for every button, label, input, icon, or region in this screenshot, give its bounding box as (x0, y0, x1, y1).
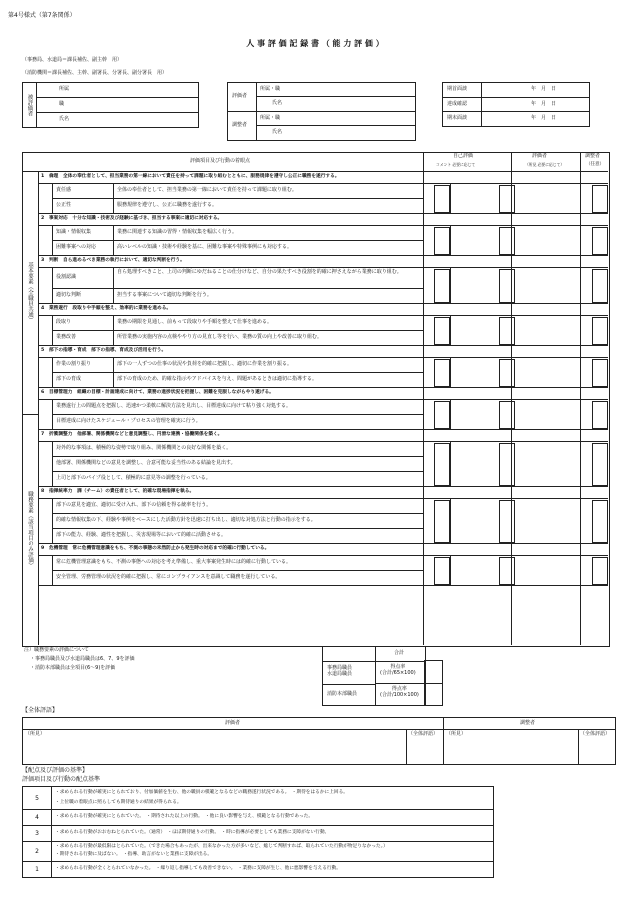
section-heading: 7 折衝調整力 他部署、関係機関などと意見調整し、円滑な連携・協働関係を築く。 (38, 429, 423, 442)
scope-line-1: （事務局、水道局＝課長補佐、副主幹 用） (22, 57, 123, 63)
group-basic (22, 171, 39, 415)
criterion-text: 部下の育成のため、的確な指示やアドバイスを与え、問題があるときは適切に指導する。 (117, 375, 317, 382)
section-heading: 9 危機管理 常に危機管理意識をもち、不測の事態の未然防止から発生時の対応まで的確に行動している。 (38, 543, 423, 556)
criterion-label: 役割認識 (56, 273, 77, 280)
note-line: ・事務局職員及び水道局職員は6、7、9を評価 (30, 656, 135, 662)
adjuster-score-box[interactable] (592, 269, 608, 303)
adjuster-score-box[interactable] (592, 557, 608, 585)
adjuster-position-field[interactable]: 所属・職 (257, 112, 415, 126)
criteria-text: ・求められる行動が確実にとられていた。 ・期待された以上の行動。 ・他に良い影響を与え、模範となる行動であった。 (55, 814, 314, 819)
criterion-row (52, 288, 424, 304)
evaluator-score-box[interactable] (499, 185, 515, 213)
criterion-text: 常に危機管理意識をもち、不測の事態への対応を考え準備し、重大事案発生時には的確に行動している。 (56, 558, 292, 565)
criterion-row (52, 225, 424, 241)
section-heading: 6 目標管理力 組織の目標・計画達成に向けて、業務の進捗状況を把握し、困難を克服しながらやり遂げる。 (38, 387, 423, 400)
criterion-text: 業務遂行上の問題点を把握し、迅速かつ柔軟に解決方法を見出し、目標達成に向けて粘り強く対処する。 (56, 402, 292, 409)
evaluator-label: 評価者 (232, 93, 248, 99)
criteria-text: ・求められる行動が確実にとられており、付加価値を生む、他の職員の模範となるなどの職務遂行状況である。 ・期待をはるかに上回る。 (55, 790, 348, 795)
date-row[interactable]: 達成確認 年 月 日 (443, 98, 589, 112)
criteria-text: ・上位職の着眼点に照らしても期待通りの結果が得られる。 (55, 800, 182, 805)
criteria-score: 3 (23, 825, 52, 841)
column-divider (450, 498, 451, 543)
criterion-row (52, 528, 424, 544)
form-number: 第4号様式（第7条関係） (8, 12, 76, 19)
criterion-row (52, 198, 424, 214)
criterion-row (52, 471, 424, 487)
evaluator-score-box[interactable] (499, 557, 515, 585)
fire-total-field[interactable] (424, 683, 443, 706)
adjuster-score-box[interactable] (592, 317, 608, 345)
table-header (22, 152, 608, 172)
criteria-text: ・求められる行動が最低限はとられていた。（できた場合もあったが、出来なかった方が多いなど、総じて判断すれば、取られていた行動が物足りなかった。） (55, 844, 388, 849)
note-line: 注）職務要素の評価について (24, 647, 89, 653)
criterion-text: 的確な情報収集の下、経験や事例をベースにした活動方針を迅速に打ち出し、適切な対処方法と行動の指示をする。 (56, 516, 316, 523)
evaluator-score-box[interactable] (499, 269, 515, 303)
criterion-text: 部下の意見を適宜、適切に受け入れ、部下の信頼を得る統率を行う。 (56, 501, 212, 508)
criterion-row (52, 498, 424, 514)
column-divider (450, 225, 451, 255)
criterion-text: 安全管理、労務管理の状況を的確に把握し、常にコンプライアンスを意識して職務を遂行している。 (56, 573, 281, 580)
criteria-row (23, 787, 493, 810)
date-row[interactable]: 期末面談 年 月 日 (447, 115, 557, 121)
group-duty-label: 職務要素（該当項目のみ評価） (27, 491, 33, 568)
column-divider (450, 267, 451, 303)
header-self-sub: コメント 必要に応じて (436, 162, 476, 167)
section-heading: 4 業務遂行 段取りや手順を整え、効率的に業務を進める。 (38, 303, 423, 316)
column-divider (450, 555, 451, 585)
criterion-text: 所管業務の実施内容の点検ややり方の見直し等を行い、業務の質の向上や改善に取り組む。 (117, 333, 323, 340)
page-title: 人 事 評 価 記 録 書 （ 能 力 評 価 ） (246, 39, 384, 48)
self-score-box[interactable] (434, 500, 450, 543)
criterion-label: 知識・情報収集 (56, 228, 92, 235)
self-score-box[interactable] (434, 401, 450, 429)
criterion-row (52, 399, 424, 415)
adjuster-score-box[interactable] (592, 227, 608, 255)
group-basic-label: 基本要素（全職員共通） (27, 262, 33, 323)
criterion-text: 対外的な事項は、積極的な姿勢で取り組み、関係機関との良好な関係を築く。 (56, 444, 232, 451)
section-heading: 3 判断 自ら進めるべき業務の執行において、適切な判断を行う。 (38, 255, 423, 268)
criterion-text: 目標達成に向けたスケジュール・プロセスの管理を確実に行う。 (56, 417, 201, 424)
criterion-row (52, 555, 424, 571)
column-divider (450, 399, 451, 429)
criteria-heading: 【配点及び評価の基準】 (22, 767, 89, 774)
criteria-score: 5 (23, 787, 52, 809)
header-self: 自己評価 (453, 153, 474, 159)
criterion-label: 責任感 (56, 186, 72, 193)
criterion-text: 全体の奉仕者として、担当業務の第一線において責任を持って課題に取り組む。 (117, 186, 297, 193)
header-adjuster: 調整者 (585, 153, 601, 159)
date-row[interactable]: 期首面談 年 月 日 (443, 83, 589, 98)
column-divider (450, 315, 451, 345)
section-heading: 8 指揮統率力 課（チーム）の責任者として、的確な現場指揮を執る。 (38, 486, 423, 499)
fire-score-rate[interactable]: 得点率 (合計/100×100) (375, 684, 426, 705)
criterion-text: 服務規律を遵守し、公正に職務を遂行する。 (117, 201, 218, 208)
adjuster-finding-field[interactable]: （所見） (443, 729, 579, 764)
criteria-score: 1 (23, 861, 52, 877)
evaluee-row-label: 所属 (59, 86, 70, 92)
adjuster-label: 調整者 (232, 122, 248, 128)
criterion-row (52, 513, 424, 529)
evaluator-score-box[interactable] (499, 227, 515, 255)
criteria-text: ・求められる行動がおおむねとられていた。（通常） ・ほぼ期待通りの行動。 ・時に指導が必要としても業務に支障がない行動。 (55, 830, 330, 835)
evaluator-score-box[interactable] (499, 317, 515, 345)
self-score-box[interactable] (434, 359, 450, 387)
criterion-label: 段取り (56, 318, 72, 325)
evaluator-score-box[interactable] (499, 500, 515, 543)
criterion-row (52, 372, 424, 388)
criteria-text: ・求められる行動が全くとられていなかった。 ・繰り返し指導しても改善できない。 ・業務に支障が生じ、他に悪影響を与える行動。 (55, 866, 341, 871)
self-score-box[interactable] (434, 269, 450, 303)
adjuster-name-field[interactable]: 氏名 (272, 129, 283, 135)
evaluator-finding-field[interactable]: （所見） (25, 731, 46, 737)
criteria-score: 2 (23, 841, 52, 861)
header-evaluator: 評価者 (532, 153, 548, 159)
criteria-subheading: 評価項目及び行動の配点基準 (22, 776, 101, 783)
column-divider (450, 183, 451, 213)
criterion-text: 業務の期限を見通し、前もって段取りや手順を整えて仕事を進める。 (117, 318, 273, 325)
criterion-row (52, 414, 424, 430)
self-score-box[interactable] (434, 227, 450, 255)
evaluee-row-label: 氏名 (59, 116, 70, 122)
criterion-text: 自ら処理すべきこと、上司の判断にゆだねることの仕分けなど、自分の果たすべき役割を的確に押さえながら業務に取り組む。 (117, 269, 402, 275)
section-divider (38, 585, 608, 586)
criteria-score: 4 (23, 809, 52, 825)
criterion-label: 困難事案への対応 (56, 243, 97, 250)
note-line: ・消防本部職員は全項目(6～9)を評価 (30, 665, 116, 671)
header-items: 評価項目及び行動の着眼点 (190, 158, 251, 164)
criterion-text: 担当する事案について適切な判断を行う。 (117, 291, 212, 298)
self-score-box[interactable] (434, 317, 450, 345)
evaluator-overall-field[interactable]: （全体評語） (406, 729, 444, 764)
evaluee-row[interactable] (37, 83, 198, 98)
adjuster-score-box[interactable] (592, 500, 608, 543)
evaluator-score-box[interactable] (499, 443, 515, 486)
self-score-box[interactable] (434, 443, 450, 486)
totals-box: 合計 事務局職員 水道局職員 得点率 (合計/65×100) 消防本部職員 得点率 (合計/100×100) (322, 646, 426, 706)
criterion-row (52, 570, 424, 586)
scope-line-2: （消防機関＝課長補佐、主幹、副署長、分署長、副分署長 用） (22, 70, 168, 76)
evaluee-box (22, 82, 199, 128)
criterion-row (52, 357, 424, 373)
adjuster-score-box[interactable] (592, 359, 608, 387)
criteria-row (23, 841, 493, 862)
criterion-row (52, 240, 424, 256)
raters-box (227, 82, 416, 141)
criteria-row (23, 861, 493, 877)
header-evaluator-sub: （所見 必要に応じて） (525, 162, 565, 167)
criterion-label: 公正性 (56, 201, 72, 208)
adjuster-score-box[interactable] (592, 401, 608, 429)
evaluator-score-box[interactable] (499, 359, 515, 387)
criterion-row (52, 267, 424, 289)
office-total-field[interactable] (424, 660, 443, 684)
criterion-row (52, 315, 424, 331)
column-divider (450, 441, 451, 486)
self-score-box[interactable] (434, 185, 450, 213)
evaluee-label: 被評価者 (23, 83, 37, 127)
section-heading: 1 倫理 全体の奉仕者として、担当業務の第一線において責任を持って課題に取り組むとともに、服務規律を遵守し公正に職務を遂行する。 (38, 171, 423, 184)
criterion-row (52, 330, 424, 346)
criterion-row (52, 456, 424, 472)
section-heading: 5 部下の指導・育成 部下の指導、育成及び活用を行う。 (38, 345, 423, 358)
criteria-text: ・期待される行動に及ばない。 ・指導、助言がないと業務に支障が出る。 (55, 852, 213, 857)
office-score-rate[interactable]: 得点率 (合計/65×100) (375, 661, 426, 684)
criterion-row (52, 183, 424, 199)
criterion-label: 作業の割り振り (56, 360, 92, 367)
criteria-row (23, 825, 493, 842)
criteria-table (22, 786, 494, 878)
self-score-box[interactable] (434, 557, 450, 585)
evaluee-row-label: 職 (59, 101, 65, 107)
criterion-text: 上司と部下のパイプ役として、積極的に意見等の調整を行っている。 (56, 474, 211, 481)
overall-box: 評価者 調整者 （所見） （全体評語） （所見） （全体評語） (22, 717, 616, 765)
overall-heading: 【全体評語】 (22, 707, 59, 714)
criterion-text: 他部署、関係機関などの意見を調整し、合意可能な妥当性のある結論を見出す。 (56, 459, 236, 466)
criterion-row (52, 441, 424, 457)
evaluee-row[interactable] (37, 98, 198, 113)
criterion-text: 部下の能力、経験、適性を把握し、災害現場等において的確に活動させる。 (56, 531, 227, 538)
header-adjuster-sub: （任意） (586, 162, 604, 167)
criterion-text: 業務に関連する知識の習得・情報収集を幅広く行う。 (117, 228, 238, 235)
criteria-row (23, 809, 493, 826)
evaluee-row[interactable] (37, 113, 198, 127)
adjuster-score-box[interactable] (592, 443, 608, 486)
evaluator-position-field[interactable]: 所属・職 (257, 83, 415, 97)
evaluator-name-field[interactable]: 氏名 (257, 97, 415, 112)
dates-box (442, 82, 590, 127)
criterion-text: 部下の一人ずつの仕事の状況や負荷を的確に把握し、適切に作業を割り振る。 (117, 360, 293, 367)
section-heading: 2 事案対応 十分な知識・技術及び経験に基づき、担当する事案に適切に対応する。 (38, 213, 423, 226)
criterion-label: 適切な判断 (56, 291, 82, 298)
criterion-text: 高いレベルの知識・技術や経験を基に、困難な事案や特殊事例にも対応する。 (117, 243, 293, 250)
criterion-label: 業務改善 (56, 333, 77, 340)
adjuster-score-box[interactable] (592, 185, 608, 213)
column-divider (450, 357, 451, 387)
evaluator-score-box[interactable] (499, 401, 515, 429)
adjuster-overall-field[interactable]: （全体評語） (578, 729, 616, 764)
group-duty (22, 414, 39, 645)
criterion-label: 部下の育成 (56, 375, 82, 382)
